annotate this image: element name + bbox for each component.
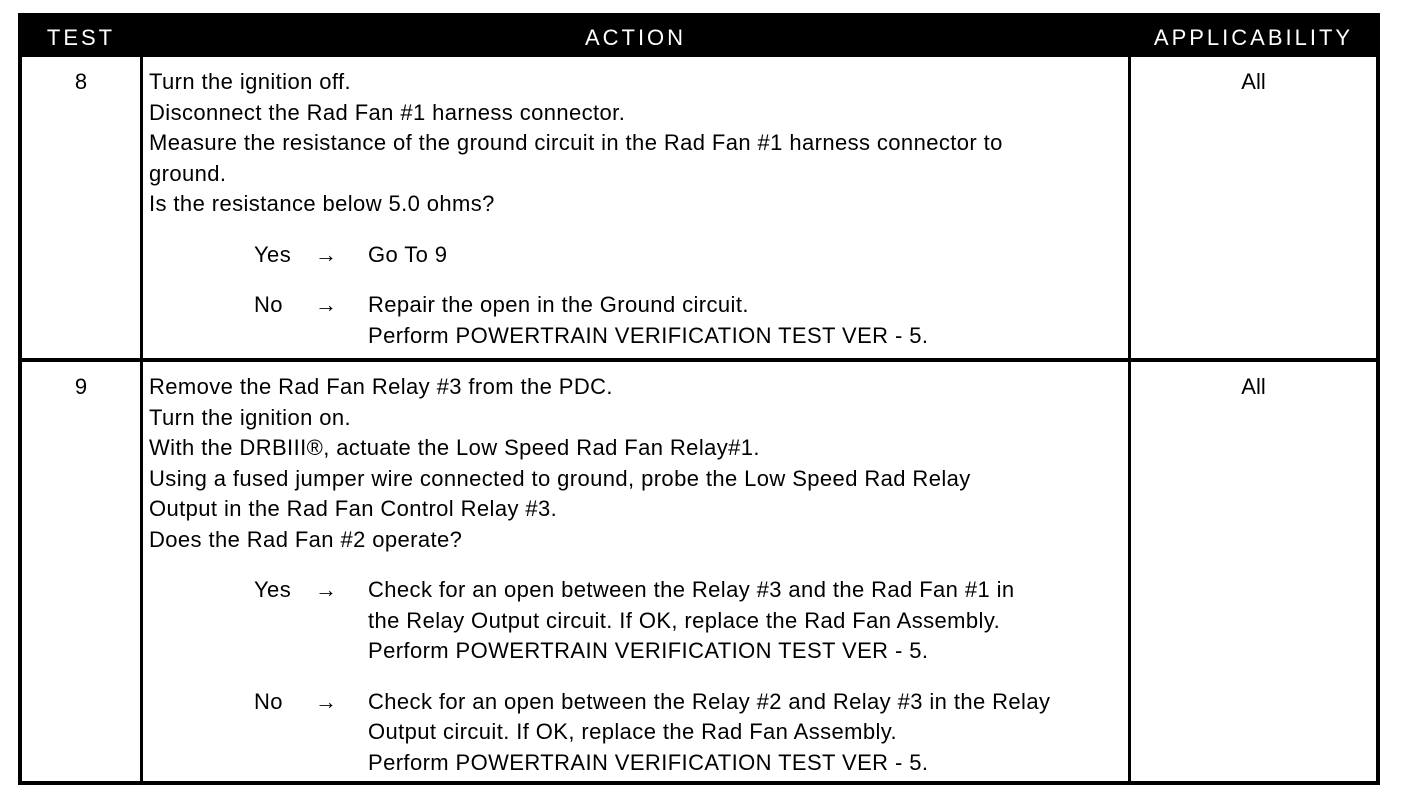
action-cell — [149, 372, 1124, 778]
diagnostic-table — [18, 13, 1380, 785]
table-header — [22, 17, 1376, 57]
outcome-text: Perform POWERTRAIN VERIFICATION TEST VER - 5. — [368, 638, 929, 663]
outcome-no — [149, 687, 1124, 779]
table-row — [22, 362, 1376, 785]
outcome-yes — [149, 575, 1124, 667]
outcome-text: Repair the open in the Ground circuit. — [368, 292, 749, 317]
action-step: With the DRBIII®, actuate the Low Speed Rad Fan Relay#1. — [149, 435, 760, 460]
outcome-text: the Relay Output circuit. If OK, replace the Rad Fan Assembly. — [368, 607, 1001, 633]
outcome-label: Yes — [254, 241, 292, 267]
header-test: TEST — [46, 25, 116, 50]
action-step: Output in the Rad Fan Control Relay #3. — [149, 496, 558, 521]
outcome-text: Output circuit. If OK, replace the Rad Fan Assembly. — [368, 719, 898, 744]
action-step: Using a fused jumper wire connected to ground, probe the Low Speed Rad Relay — [149, 465, 971, 491]
action-step: Is the resistance below 5.0 ohms? — [149, 191, 495, 216]
test-number: 9 — [74, 374, 88, 399]
outcome-label: No — [254, 688, 283, 714]
action-step: Does the Rad Fan #2 operate? — [149, 526, 463, 552]
arrow-right-icon: → — [315, 688, 338, 714]
outcome-text: Perform POWERTRAIN VERIFICATION TEST VER - 5. — [368, 749, 929, 775]
outcome-no — [149, 290, 1124, 351]
applicability-value: All — [1241, 374, 1266, 399]
outcome-text: Check for an open between the Relay #2 and Relay #3 in the Relay — [368, 688, 1051, 714]
outcome-text: Go To 9 — [368, 241, 448, 267]
test-number: 8 — [74, 69, 88, 94]
action-step: Remove the Rad Fan Relay #3 from the PDC. — [149, 374, 613, 399]
action-step: ground. — [149, 160, 227, 186]
action-step: Turn the ignition off. — [149, 69, 352, 94]
action-step: Turn the ignition on. — [149, 404, 352, 430]
table-row — [22, 57, 1376, 358]
outcome-label: Yes — [254, 577, 292, 602]
arrow-right-icon: → — [315, 241, 338, 267]
outcome-yes — [149, 240, 1124, 271]
arrow-right-icon: → — [315, 577, 338, 602]
action-cell — [149, 67, 1124, 351]
header-applicability: APPLICABILITY — [1153, 25, 1354, 50]
outcome-text: Perform POWERTRAIN VERIFICATION TEST VER - 5. — [368, 322, 929, 348]
header-action: ACTION — [584, 25, 687, 50]
action-step: Disconnect the Rad Fan #1 harness connector. — [149, 99, 626, 125]
action-step: Measure the resistance of the ground circuit in the Rad Fan #1 harness connector to — [149, 130, 1003, 155]
outcome-label: No — [254, 292, 283, 317]
applicability-value: All — [1241, 69, 1266, 94]
outcome-text: Check for an open between the Relay #3 and the Rad Fan #1 in — [368, 577, 1015, 602]
arrow-right-icon: → — [315, 292, 338, 317]
